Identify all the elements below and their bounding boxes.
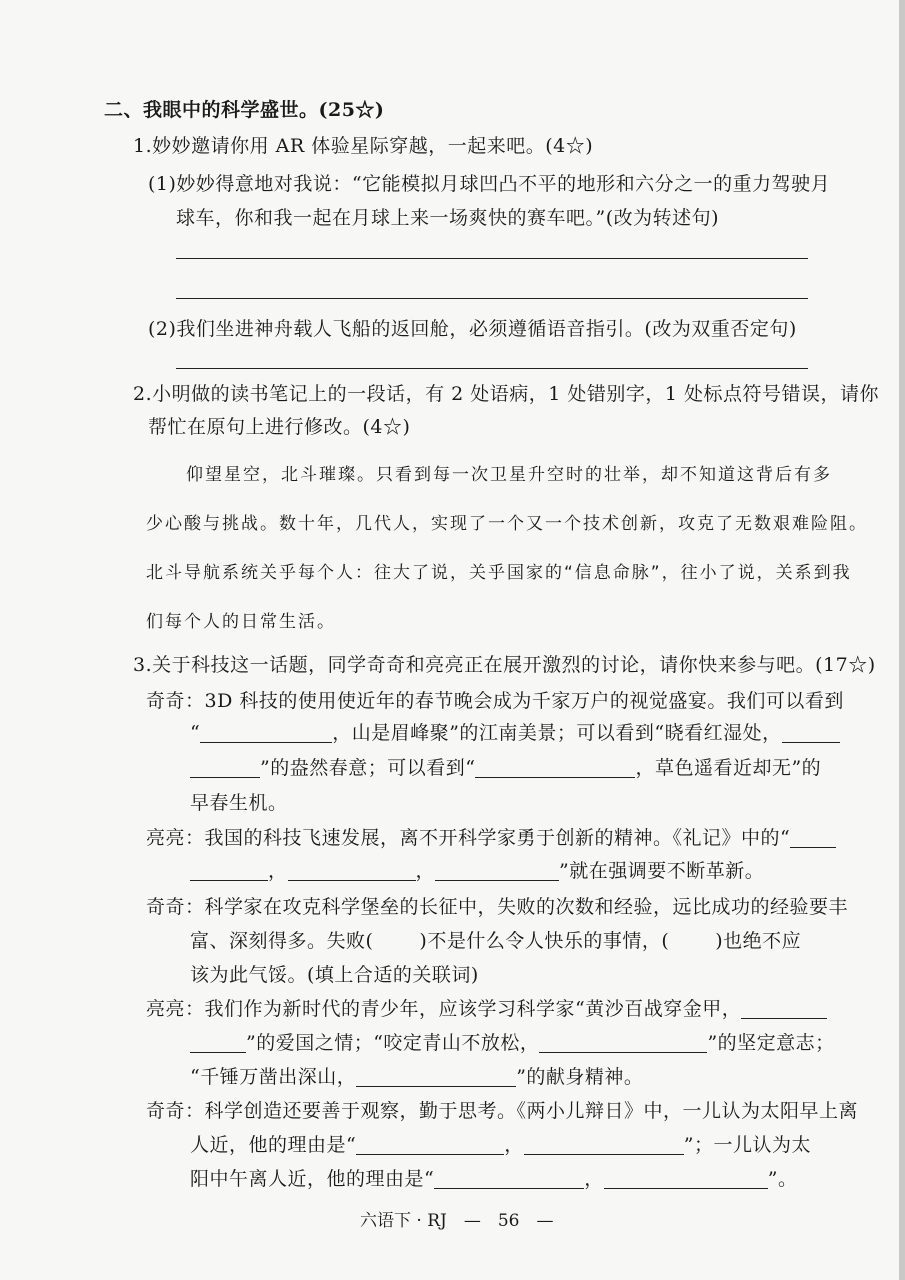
- answer-line[interactable]: [176, 258, 808, 259]
- q3-d1-line2: [190, 720, 840, 746]
- text-segment: 人近，他的理由是“: [190, 1134, 357, 1156]
- q3-d2-line2: [190, 858, 764, 884]
- q3-d1-line3: [190, 755, 821, 781]
- fill-blank[interactable]: [524, 1134, 684, 1155]
- text-segment: 亮亮：我国的科技飞速发展，离不开科学家勇于创新的精神。《礼记》中的“: [146, 827, 791, 849]
- text-segment: ”的盎然春意；可以看到“: [260, 757, 476, 779]
- text-segment: ，: [504, 1134, 524, 1156]
- text-segment: ”的坚定意志；: [707, 1032, 835, 1054]
- text-segment: 阳中午离人近，他的理由是“: [190, 1168, 435, 1190]
- q2-passage-line: 们每个人的日常生活。: [146, 612, 336, 632]
- text-segment: ，: [268, 860, 288, 882]
- q3-d4-line2: [190, 1030, 835, 1056]
- q3-d1-line1: 奇奇：3D 科技的使用使近年的春节晚会成为千家万户的视觉盛宴。我们可以看到: [146, 690, 844, 712]
- text-segment: ，: [584, 1168, 604, 1190]
- q1-stem: 1.妙妙邀请你用 AR 体验星际穿越，一起来吧。(4☆): [133, 135, 594, 157]
- text-segment: “千锤万凿出深山，: [190, 1066, 357, 1088]
- text-segment: 富、深刻得多。失败(: [190, 930, 374, 952]
- q1-part1-line2: 球车，你和我一起在月球上来一场爽快的赛车吧。”(改为转述句): [176, 207, 720, 229]
- fill-blank[interactable]: [782, 722, 840, 743]
- page-edge: [899, 0, 905, 1280]
- q3-d5-line3: [190, 1166, 797, 1192]
- quote-open: “: [190, 722, 201, 744]
- q3-d3-line2: [190, 928, 801, 954]
- text-segment: ，: [415, 860, 436, 882]
- q3-d4-line1: [146, 996, 827, 1022]
- text-segment: )也绝不应: [715, 930, 802, 952]
- q3-d5-line2: [190, 1132, 811, 1158]
- q3-d5-line1: 奇奇：科学创造还要善于观察，勤于思考。《两小儿辩日》中，一儿认为太阳早上离: [146, 1100, 859, 1122]
- text-segment: ”就在强调要不断革新。: [559, 860, 765, 882]
- q1-part2: (2)我们坐进神舟载人飞船的返回舱，必须遵循语音指引。(改为双重否定句): [148, 318, 797, 340]
- q3-d3-line3: 该为此气馁。(填上合适的关联词): [190, 964, 479, 986]
- answer-line[interactable]: [176, 298, 808, 299]
- fill-blank[interactable]: [200, 722, 332, 743]
- fill-blank[interactable]: [604, 1168, 768, 1189]
- text-segment: ”；一儿认为太: [683, 1134, 811, 1156]
- fill-blank[interactable]: [790, 827, 836, 848]
- q3-d1-line4: 早春生机。: [190, 792, 288, 814]
- fill-blank[interactable]: [356, 1134, 504, 1155]
- q3-d3-line1: 奇奇：科学家在攻克科学堡垒的长征中，失败的次数和经验，远比成功的经验要丰: [146, 896, 849, 918]
- fill-blank[interactable]: [475, 757, 635, 778]
- fill-blank[interactable]: [435, 860, 559, 881]
- text-segment: 亮亮：我们作为新时代的青少年，应该学习科学家“黄沙百战穿金甲，: [146, 998, 742, 1020]
- q3-d2-line1: [146, 825, 836, 851]
- text-segment: ”的爱国之情；“咬定青山不放松，: [246, 1032, 540, 1054]
- text-segment: ”。: [767, 1168, 798, 1190]
- section-title: 二、我眼中的科学盛世。(25☆): [104, 99, 385, 121]
- q2-passage-line: 北斗导航系统关乎每个人：往大了说，关乎国家的“信息命脉”，往小了说，关系到我: [146, 563, 852, 583]
- text-segment: ，草色遥看近却无”的: [635, 757, 822, 779]
- q2-passage-line: 仰望星空，北斗璀璨。只看到每一次卫星升空时的壮举，却不知道这背后有多: [186, 465, 832, 485]
- text-segment: ，山是眉峰聚”的江南美景；可以看到“晓看红湿处，: [332, 722, 782, 744]
- text-segment: )不是什么令人快乐的事情，(: [419, 930, 670, 952]
- fill-blank[interactable]: [190, 860, 268, 881]
- fill-blank[interactable]: [356, 1066, 516, 1087]
- q2-stem-line2: 帮忙在原句上进行修改。(4☆): [148, 416, 411, 438]
- page-footer: 六语下 · RJ — 56 —: [360, 1211, 554, 1231]
- answer-line[interactable]: [176, 368, 808, 369]
- q1-part1-line1: (1)妙妙得意地对我说：“它能模拟月球凹凸不平的地形和六分之一的重力驾驶月: [148, 173, 831, 195]
- q3-d4-line3: [190, 1064, 643, 1090]
- fill-blank[interactable]: [190, 757, 260, 778]
- fill-blank[interactable]: [190, 1032, 246, 1053]
- q2-stem-line1: 2.小明做的读书笔记上的一段话，有 2 处语病，1 处错别字，1 处标点符号错误，请你: [133, 383, 880, 405]
- fill-blank[interactable]: [539, 1032, 707, 1053]
- text-segment: ”的献身精神。: [516, 1066, 644, 1088]
- fill-blank[interactable]: [434, 1168, 584, 1189]
- q2-passage-line: 少心酸与挑战。数十年，几代人，实现了一个又一个技术创新，攻克了无数艰难险阻。: [146, 514, 868, 534]
- q3-stem: 3.关于科技这一话题，同学奇奇和亮亮正在展开激烈的讨论，请你快来参与吧。(17☆): [133, 654, 876, 676]
- fill-blank[interactable]: [741, 998, 827, 1019]
- fill-blank[interactable]: [288, 860, 416, 881]
